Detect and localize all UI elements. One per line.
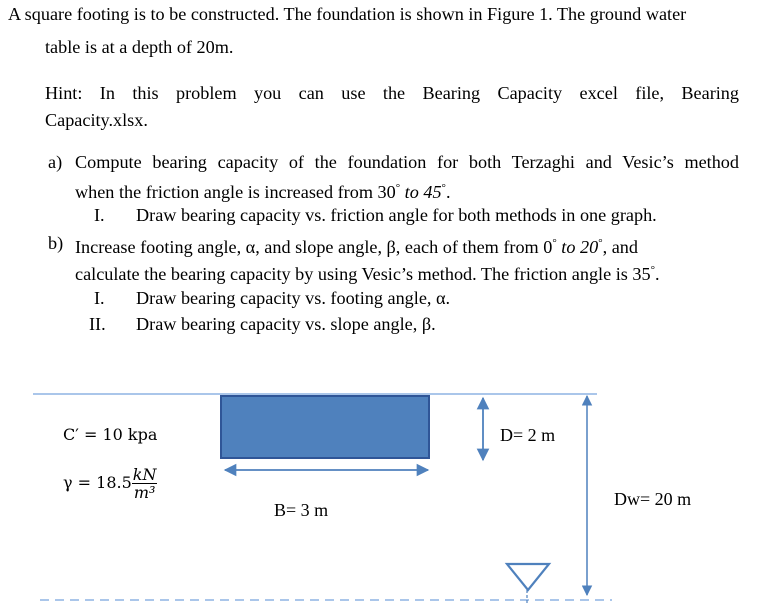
unit-weight-denominator: m³: [133, 483, 156, 502]
part-b-i-text: Draw bearing capacity vs. footing angle, α.: [136, 288, 451, 308]
unit-weight-fraction: [132, 466, 158, 501]
depth-label: D= 2 m: [500, 425, 556, 445]
cohesion-label: C′ = 10 kpa: [63, 425, 158, 444]
water-table-symbol: [507, 564, 549, 590]
part-a-line-1: Compute bearing capacity of the foundation for both Terzaghi and Vesic’s method: [75, 152, 739, 172]
hint-line-2: Capacity.xlsx.: [45, 110, 148, 130]
intro-line-1: A square footing is to be constructed. The foundation is shown in Figure 1. The ground water: [8, 4, 687, 24]
hint-line-1: Hint: In this problem you can use the Bearing Capacity excel file, Bearing: [45, 83, 739, 103]
width-label: B= 3 m: [274, 500, 329, 520]
part-b-ii-text: Draw bearing capacity vs. slope angle, β.: [136, 314, 436, 334]
unit-weight-prefix: γ = 18.5: [63, 473, 132, 492]
part-b-marker: b): [48, 233, 64, 253]
part-b-line-2: calculate the bearing capacity by using Vesic’s method. The friction angle is 35°.: [75, 264, 660, 285]
part-b-ii-marker: II.: [89, 314, 106, 334]
part-b-line-1: Increase footing angle, α, and slope angle, β, each of them from 0° to 20°, and: [75, 237, 638, 258]
water-depth-label: Dw= 20 m: [614, 489, 692, 509]
part-b-i-marker: I.: [94, 288, 105, 308]
part-a-i-marker: I.: [94, 205, 105, 225]
part-a-i-text: Draw bearing capacity vs. friction angle for both methods in one graph.: [136, 205, 657, 225]
part-a-line-2: when the friction angle is increased from 30° to 45°.: [75, 182, 451, 203]
unit-weight-label: [63, 466, 157, 501]
unit-weight-numerator: kN: [132, 465, 157, 484]
intro-line-2: table is at a depth of 20m.: [45, 37, 234, 57]
part-a-marker: a): [48, 152, 63, 172]
footing-block: [221, 396, 429, 458]
